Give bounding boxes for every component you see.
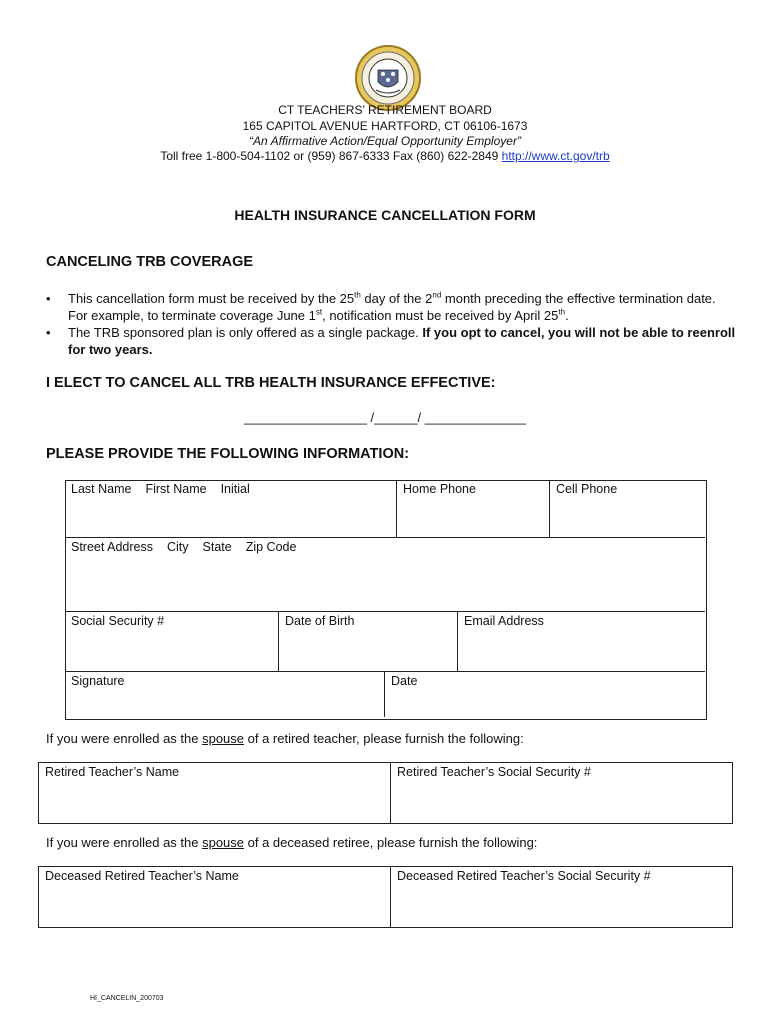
deceased-teacher-ssn-label: Deceased Retired Teacher’s Social Security # xyxy=(397,869,651,883)
contact-numbers: Toll free 1-800-504-1102 or (959) 867-6333 Fax (860) 622-2849 xyxy=(160,149,502,163)
retired-teacher-ssn-label: Retired Teacher’s Social Security # xyxy=(397,765,591,779)
last-name-label: Last Name xyxy=(71,482,132,496)
bullet-icon: • xyxy=(46,325,51,340)
deceased-teacher-name-field[interactable] xyxy=(39,867,391,927)
signature-date-label: Date xyxy=(391,674,418,688)
retired-teacher-table xyxy=(38,762,733,824)
form-code: HI_CANCELIN_200703 xyxy=(90,995,164,1002)
signature-field[interactable] xyxy=(65,672,385,717)
spouse-deceased-text: If you were enrolled as the spouse of a deceased retiree, please furnish the following: xyxy=(46,835,538,850)
bullet-icon: • xyxy=(46,291,51,306)
retired-teacher-name-label: Retired Teacher’s Name xyxy=(45,765,180,779)
elect-heading: I ELECT TO CANCEL ALL TRB HEALTH INSURANCE EFFECTIVE: xyxy=(46,375,496,391)
form-title: HEALTH INSURANCE CANCELLATION FORM xyxy=(234,207,536,223)
spouse-retired-text: If you were enrolled as the spouse of a retired teacher, please furnish the following: xyxy=(46,731,524,746)
bullet-list xyxy=(0,290,770,358)
board-address: 165 CAPITOL AVENUE HARTFORD, CT 06106-1673 xyxy=(242,119,528,133)
contact-line xyxy=(0,149,770,164)
bullet-item-package xyxy=(0,324,770,358)
initial-label: Initial xyxy=(220,482,250,496)
retired-teacher-ssn-field[interactable] xyxy=(391,763,732,823)
bullet-text: The TRB sponsored plan is only offered as a single package. If you opt to cancel, you will not be able to reenroll for two years. xyxy=(68,325,736,357)
email-field[interactable] xyxy=(458,612,705,672)
name-field[interactable] xyxy=(65,480,397,538)
retired-teacher-name-field[interactable] xyxy=(39,763,391,823)
coverage-heading: CANCELING TRB COVERAGE xyxy=(46,254,254,270)
zip-label: Zip Code xyxy=(245,540,297,554)
info-heading: PLEASE PROVIDE THE FOLLOWING INFORMATION: xyxy=(46,446,410,462)
deceased-teacher-table xyxy=(38,866,733,928)
state-seal xyxy=(354,44,422,112)
deceased-teacher-name-label: Deceased Retired Teacher’s Name xyxy=(45,869,239,883)
board-motto: “An Affirmative Action/Equal Opportunity Employer” xyxy=(249,134,521,148)
cell-phone-field[interactable] xyxy=(550,480,705,538)
bullet-item-deadline xyxy=(0,290,770,324)
dob-label: Date of Birth xyxy=(285,614,355,628)
signature-date-field[interactable] xyxy=(385,672,705,717)
deceased-teacher-ssn-field[interactable] xyxy=(391,867,732,927)
board-name: CT TEACHERS’ RETIREMENT BOARD xyxy=(278,103,492,117)
dob-field[interactable] xyxy=(279,612,458,672)
first-name-label: First Name xyxy=(145,482,207,496)
home-phone-field[interactable] xyxy=(397,480,550,538)
city-label: City xyxy=(167,540,189,554)
street-label: Street Address xyxy=(71,540,153,554)
website-link[interactable]: http://www.ct.gov/trb xyxy=(501,149,610,163)
home-phone-label: Home Phone xyxy=(403,482,476,496)
ssn-label: Social Security # xyxy=(71,614,165,628)
effective-date-line[interactable]: _________________ /______/ ______________ xyxy=(244,410,526,425)
cell-phone-label: Cell Phone xyxy=(556,482,618,496)
email-label: Email Address xyxy=(464,614,544,628)
ssn-field[interactable] xyxy=(65,612,279,672)
member-info-grid xyxy=(65,480,705,718)
address-field[interactable] xyxy=(65,538,705,612)
state-label: State xyxy=(202,540,232,554)
bullet-text: This cancellation form must be received by the 25th day of the 2nd month preceding the effective termination date. For example, to terminate coverage June 1st, notification must be received by April 25th. xyxy=(68,290,716,323)
signature-label: Signature xyxy=(71,674,125,688)
